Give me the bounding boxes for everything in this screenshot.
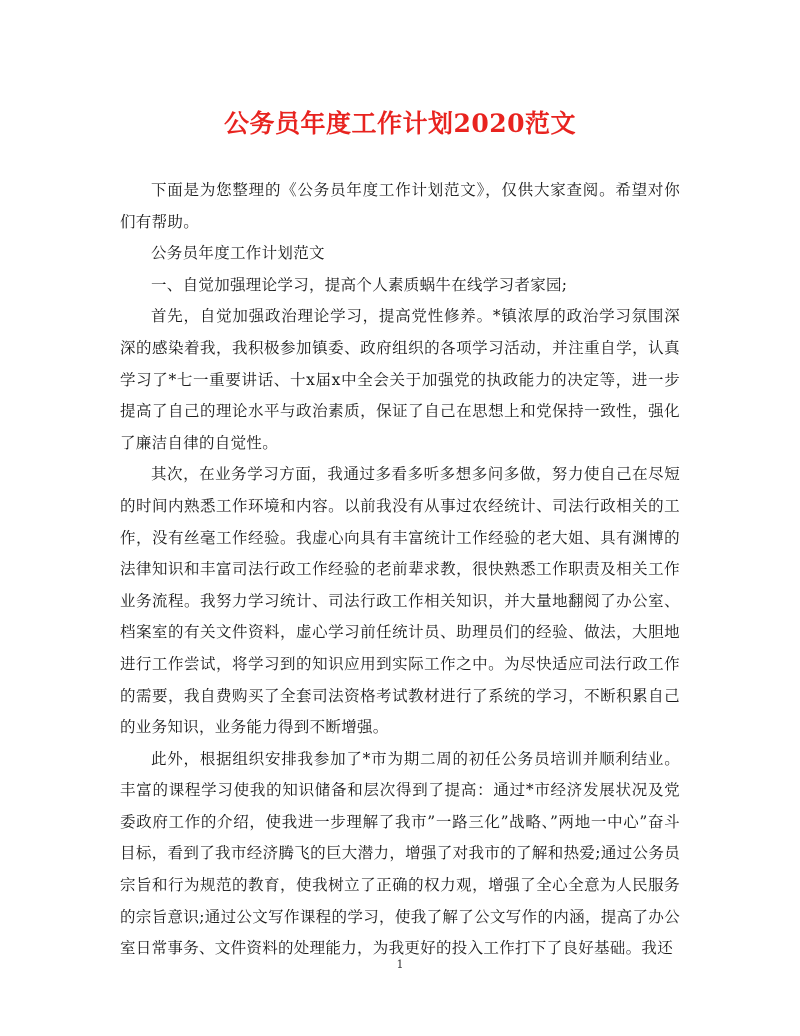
document-body (120, 175, 680, 965)
paragraph-intro: 下面是为您整理的《公务员年度工作计划范文》，仅供大家查阅。希望对你们有帮助。 (120, 181, 680, 231)
paragraph-section-heading: 一、自觉加强理论学习，提高个人素质蜗牛在线学习者家园; (151, 275, 568, 294)
page-number: 1 (396, 958, 404, 971)
paragraph-first: 首先，自觉加强政治理论学习，提高党性修养。*镇浓厚的政治学习氛围深深的感染着我，我积极参加镇委、政府组织的各项学习活动，并注重自学，认真学习了*七一重要讲话、十x届x中全会关于加强党的执政能力的决定等，进一步提高了自己的理论水平与政治素质，保证了自己在思想上和党保持一致性，强化了廉洁自律的自觉性。 (120, 307, 680, 452)
document-title: 公务员年度工作计划2020范文 (223, 109, 577, 138)
paragraph-subtitle: 公务员年度工作计划范文 (151, 244, 325, 263)
paragraph-third: 此外，根据组织安排我参加了*市为期二周的初任公务员培训并顺利结业。丰富的课程学习使我的知识储备和层次得到了提高：通过*市经济发展状况及党委政府工作的介绍，使我进一步理解了我市”一路三化”战略、”两地一中心”奋斗目标，看到了我市经济腾飞的巨大潜力，增强了对我市的了解和热爱;通过公务员宗旨和行为规范的教育，使我树立了正确的权力观，增强了全心全意为人民服务的宗旨意识;通过公文写作课程的学习，使我了解了公文写作的内涵，提高了办公室日常事务、文件资料的处理能力，为我更好的投入工作打下了良好基础。我还 (120, 749, 680, 958)
paragraph-second: 其次，在业务学习方面，我通过多看多听多想多问多做，努力使自己在尽短的时间内熟悉工作环境和内容。以前我没有从事过农经统计、司法行政相关的工作，没有丝毫工作经验。我虚心向具有丰富统计工作经验的老大姐、具有渊博的法律知识和丰富司法行政工作经验的老前辈求教，很快熟悉工作职责及相关工作业务流程。我努力学习统计、司法行政工作相关知识，并大量地翻阅了办公室、档案室的有关文件资料，虚心学习前任统计员、助理员们的经验、做法，大胆地进行工作尝试，将学习到的知识应用到实际工作之中。为尽快适应司法行政工作的需要，我自费购买了全套司法资格考试教材进行了系统的学习，不断积累自己的业务知识，业务能力得到不断增强。 (120, 465, 680, 737)
